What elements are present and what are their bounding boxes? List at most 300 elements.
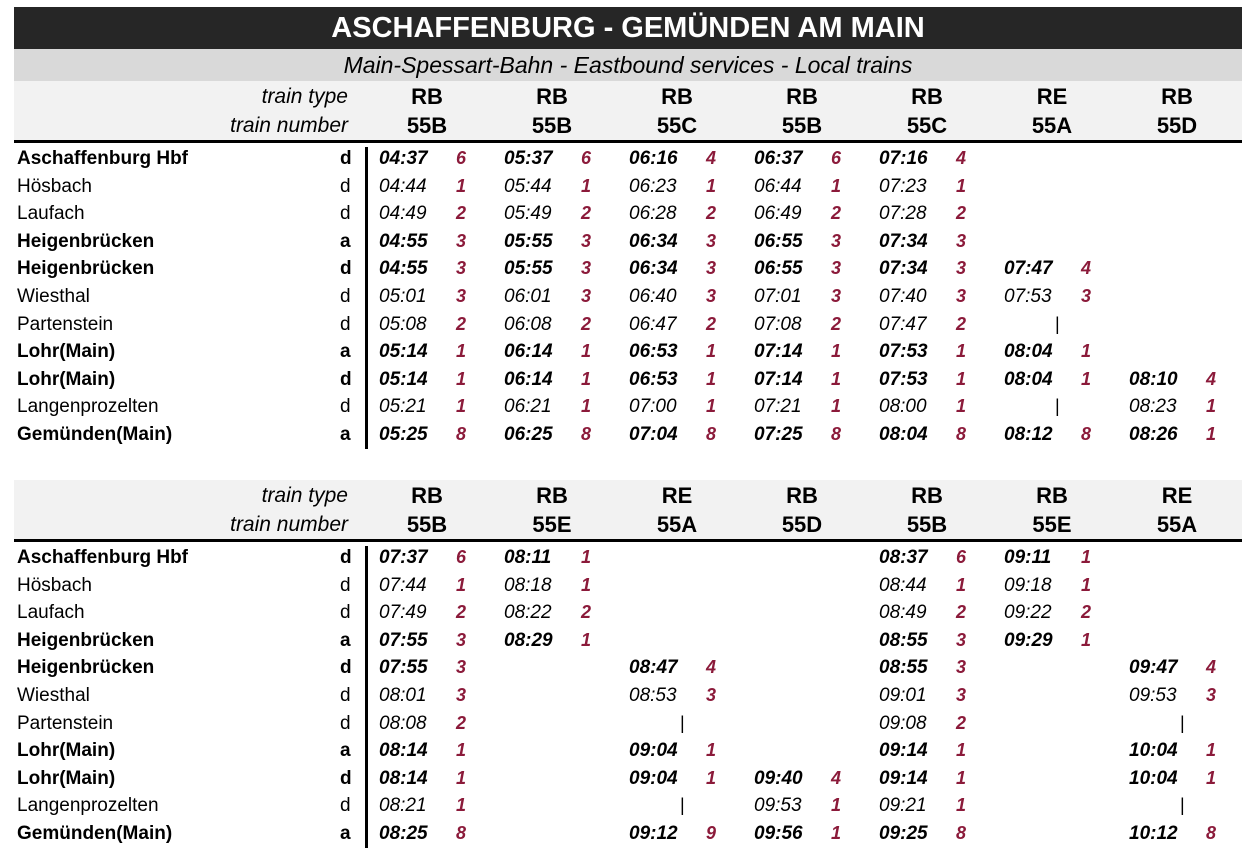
platform-number: 1 bbox=[956, 341, 967, 362]
departure-time: 07:49 bbox=[379, 602, 427, 624]
table-header bbox=[14, 81, 1242, 143]
departure-time: 09:53 bbox=[754, 795, 802, 817]
departure-time: 07:14 bbox=[754, 368, 803, 390]
table-row bbox=[14, 599, 1242, 627]
platform-number: 2 bbox=[1081, 602, 1092, 623]
table-row bbox=[14, 311, 1242, 339]
platform-number: 3 bbox=[706, 685, 717, 705]
train-type: RE bbox=[1161, 483, 1193, 508]
platform-number: 1 bbox=[456, 396, 467, 417]
departure-time: 08:29 bbox=[504, 629, 553, 651]
departure-time: 07:40 bbox=[879, 286, 927, 307]
departure-time: 06:55 bbox=[754, 230, 803, 252]
table-row bbox=[14, 737, 1242, 765]
departure-time: 09:14 bbox=[879, 740, 928, 762]
departure-time: 06:49 bbox=[754, 203, 802, 225]
station-name: Wiesthal bbox=[17, 286, 90, 307]
departure-time: 05:55 bbox=[504, 230, 553, 252]
platform-number: 3 bbox=[956, 230, 967, 251]
arr-dep-marker: d bbox=[340, 286, 351, 307]
table-row bbox=[14, 366, 1242, 394]
train-number-label: train number bbox=[230, 513, 348, 536]
platform-number: 1 bbox=[581, 341, 592, 362]
table-row bbox=[14, 654, 1242, 682]
train-number: 55D bbox=[781, 512, 823, 537]
departure-time: 05:14 bbox=[379, 341, 428, 363]
pass-through-marker: | bbox=[1180, 795, 1185, 816]
departure-time: 08:44 bbox=[879, 574, 927, 596]
pass-through-marker: | bbox=[1055, 396, 1060, 417]
train-type: RB bbox=[536, 84, 568, 109]
platform-number: 3 bbox=[456, 286, 467, 306]
departure-time: 07:01 bbox=[754, 286, 802, 307]
station-name: Aschaffenburg Hbf bbox=[17, 148, 188, 169]
platform-number: 1 bbox=[456, 175, 467, 196]
platform-number: 3 bbox=[831, 258, 842, 279]
departure-time: 08:53 bbox=[629, 685, 677, 706]
departure-time: 06:34 bbox=[629, 230, 678, 252]
station-name: Hösbach bbox=[17, 574, 92, 596]
platform-number: 3 bbox=[456, 629, 467, 650]
platform-number: 2 bbox=[706, 313, 717, 334]
departure-time: 06:44 bbox=[754, 175, 802, 197]
arr-dep-marker: d bbox=[340, 767, 352, 789]
train-number: 55C bbox=[656, 113, 698, 138]
platform-number: 3 bbox=[956, 629, 967, 650]
departure-time: 10:04 bbox=[1129, 740, 1178, 762]
platform-number: 2 bbox=[706, 203, 717, 224]
platform-number: 2 bbox=[956, 712, 967, 733]
table-row bbox=[14, 283, 1242, 311]
platform-number: 3 bbox=[706, 258, 717, 279]
pass-through-marker: | bbox=[680, 712, 685, 733]
departure-time: 06:55 bbox=[754, 258, 803, 280]
train-type: RB bbox=[411, 483, 443, 508]
station-name: Laufach bbox=[17, 203, 85, 225]
platform-number: 1 bbox=[831, 396, 842, 417]
departure-time: 07:55 bbox=[379, 629, 428, 651]
departure-time: 08:26 bbox=[1129, 424, 1178, 445]
train-type: RE bbox=[661, 483, 693, 508]
platform-number: 1 bbox=[581, 547, 592, 567]
platform-number: 1 bbox=[831, 368, 842, 389]
train-type: RE bbox=[1036, 84, 1068, 109]
departure-time: 09:08 bbox=[879, 712, 927, 734]
table-row bbox=[14, 228, 1242, 256]
departure-time: 05:14 bbox=[379, 368, 428, 390]
station-name: Lohr(Main) bbox=[17, 341, 116, 363]
departure-time: 06:21 bbox=[504, 396, 552, 418]
arr-dep-marker: d bbox=[340, 258, 352, 280]
platform-number: 1 bbox=[831, 795, 842, 816]
departure-time: 06:53 bbox=[629, 341, 678, 363]
platform-number: 1 bbox=[956, 574, 967, 595]
platform-number: 1 bbox=[956, 740, 967, 761]
platform-number: 1 bbox=[706, 396, 717, 417]
train-number: 55B bbox=[531, 113, 573, 138]
departure-time: 08:18 bbox=[504, 574, 552, 596]
departure-time: 10:04 bbox=[1129, 767, 1178, 789]
table-row bbox=[14, 572, 1242, 600]
table-row bbox=[14, 544, 1242, 572]
departure-time: 06:40 bbox=[629, 286, 677, 307]
platform-number: 1 bbox=[456, 795, 467, 816]
train-number: 55A bbox=[1031, 113, 1073, 138]
platform-number: 1 bbox=[1081, 368, 1092, 389]
train-number: 55E bbox=[1032, 512, 1072, 537]
departure-time: 07:34 bbox=[879, 230, 928, 252]
departure-time: 06:28 bbox=[629, 203, 677, 225]
arr-dep-marker: d bbox=[340, 685, 351, 706]
table-header bbox=[14, 480, 1242, 542]
train-number: 55B bbox=[781, 113, 823, 138]
departure-time: 07:53 bbox=[879, 368, 928, 390]
departure-time: 08:04 bbox=[1004, 368, 1053, 390]
platform-number: 8 bbox=[1081, 424, 1092, 444]
departure-time: 05:37 bbox=[504, 148, 553, 169]
arr-dep-marker: d bbox=[340, 175, 351, 197]
departure-time: 08:23 bbox=[1129, 396, 1177, 418]
platform-number: 1 bbox=[456, 740, 467, 761]
table-row bbox=[14, 682, 1242, 710]
departure-time: 08:08 bbox=[379, 712, 427, 734]
platform-number: 1 bbox=[456, 341, 467, 362]
table-row bbox=[14, 173, 1242, 201]
departure-time: 09:53 bbox=[1129, 685, 1177, 706]
page-subtitle: Main-Spessart-Bahn - Eastbound services - Local trains bbox=[14, 49, 1242, 81]
platform-number: 1 bbox=[1081, 629, 1092, 650]
arr-dep-marker: d bbox=[340, 602, 351, 624]
platform-number: 2 bbox=[581, 203, 592, 224]
train-type: RB bbox=[786, 483, 818, 508]
departure-time: 08:12 bbox=[1004, 424, 1053, 445]
arr-dep-marker: a bbox=[340, 629, 351, 651]
station-name: Heigenbrücken bbox=[17, 629, 155, 651]
departure-time: 05:21 bbox=[379, 396, 427, 418]
platform-number: 4 bbox=[706, 148, 717, 168]
platform-number: 3 bbox=[581, 230, 592, 251]
departure-time: 07:47 bbox=[1004, 258, 1053, 280]
platform-number: 2 bbox=[581, 313, 592, 334]
departure-time: 05:44 bbox=[504, 175, 552, 197]
platform-number: 2 bbox=[456, 712, 467, 733]
arr-dep-marker: d bbox=[340, 148, 352, 169]
station-name: Wiesthal bbox=[17, 685, 90, 706]
departure-time: 09:18 bbox=[1004, 574, 1052, 596]
departure-time: 07:08 bbox=[754, 313, 802, 335]
platform-number: 6 bbox=[581, 148, 592, 168]
platform-number: 3 bbox=[1206, 685, 1217, 705]
departure-time: 05:25 bbox=[379, 424, 428, 445]
platform-number: 4 bbox=[956, 148, 967, 168]
departure-time: 06:08 bbox=[504, 313, 552, 335]
departure-time: 06:47 bbox=[629, 313, 677, 335]
arr-dep-marker: d bbox=[340, 547, 352, 568]
platform-number: 8 bbox=[1206, 823, 1217, 843]
platform-number: 1 bbox=[706, 368, 717, 389]
departure-time: 07:16 bbox=[879, 148, 928, 169]
station-name: Langenprozelten bbox=[17, 396, 159, 418]
platform-number: 3 bbox=[831, 286, 842, 306]
platform-number: 8 bbox=[456, 424, 467, 444]
departure-time: 09:04 bbox=[629, 767, 678, 789]
platform-number: 1 bbox=[1206, 396, 1217, 417]
departure-time: 09:47 bbox=[1129, 657, 1178, 679]
departure-time: 08:25 bbox=[379, 823, 428, 844]
departure-time: 08:10 bbox=[1129, 368, 1178, 390]
platform-number: 3 bbox=[831, 230, 842, 251]
departure-time: 07:28 bbox=[879, 203, 927, 225]
departure-time: 09:22 bbox=[1004, 602, 1052, 624]
platform-number: 4 bbox=[831, 767, 842, 788]
train-type: RB bbox=[786, 84, 818, 109]
departure-time: 05:01 bbox=[379, 286, 427, 307]
departure-time: 07:00 bbox=[629, 396, 677, 418]
departure-time: 04:49 bbox=[379, 203, 427, 225]
departure-time: 06:01 bbox=[504, 286, 552, 307]
table-row bbox=[14, 338, 1242, 366]
departure-time: 08:49 bbox=[879, 602, 927, 624]
station-name: Aschaffenburg Hbf bbox=[17, 547, 188, 568]
station-name: Heigenbrücken bbox=[17, 258, 155, 280]
platform-number: 1 bbox=[831, 341, 842, 362]
platform-number: 1 bbox=[831, 175, 842, 196]
table-row bbox=[14, 393, 1242, 421]
arr-dep-marker: a bbox=[340, 341, 351, 363]
train-number: 55E bbox=[532, 512, 572, 537]
arr-dep-marker: d bbox=[340, 795, 351, 817]
departure-time: 06:14 bbox=[504, 368, 553, 390]
platform-number: 3 bbox=[581, 258, 592, 279]
table-row bbox=[14, 145, 1242, 173]
platform-number: 3 bbox=[581, 286, 592, 306]
platform-number: 1 bbox=[1081, 574, 1092, 595]
platform-number: 4 bbox=[1206, 368, 1217, 389]
platform-number: 4 bbox=[1081, 258, 1092, 279]
train-type: RB bbox=[911, 483, 943, 508]
platform-number: 1 bbox=[956, 767, 967, 788]
platform-number: 1 bbox=[1206, 740, 1217, 761]
platform-number: 2 bbox=[456, 313, 467, 334]
departure-time: 04:37 bbox=[379, 148, 428, 169]
departure-time: 08:04 bbox=[1004, 341, 1053, 363]
platform-number: 6 bbox=[456, 148, 467, 168]
train-number: 55B bbox=[406, 512, 448, 537]
arr-dep-marker: d bbox=[340, 657, 352, 679]
train-number: 55D bbox=[1156, 113, 1198, 138]
departure-time: 08:11 bbox=[504, 547, 552, 568]
platform-number: 8 bbox=[706, 424, 717, 444]
train-type: RB bbox=[911, 84, 943, 109]
station-name: Lohr(Main) bbox=[17, 767, 116, 789]
station-name: Gemünden(Main) bbox=[17, 424, 173, 445]
pass-through-marker: | bbox=[1180, 712, 1185, 733]
departure-time: 07:34 bbox=[879, 258, 928, 280]
departure-time: 07:04 bbox=[629, 424, 678, 445]
train-type: RB bbox=[536, 483, 568, 508]
pass-through-marker: | bbox=[680, 795, 685, 816]
train-type: RB bbox=[411, 84, 443, 109]
platform-number: 6 bbox=[831, 148, 842, 168]
platform-number: 4 bbox=[1206, 657, 1217, 678]
arr-dep-marker: a bbox=[340, 230, 351, 252]
station-name: Heigenbrücken bbox=[17, 230, 155, 252]
platform-number: 1 bbox=[1081, 341, 1092, 362]
station-name: Lohr(Main) bbox=[17, 740, 116, 762]
platform-number: 1 bbox=[956, 368, 967, 389]
departure-time: 07:14 bbox=[754, 341, 803, 363]
platform-number: 4 bbox=[706, 657, 717, 678]
platform-number: 2 bbox=[456, 203, 467, 224]
train-number: 55B bbox=[906, 512, 948, 537]
station-name: Gemünden(Main) bbox=[17, 823, 173, 844]
platform-number: 1 bbox=[581, 396, 592, 417]
station-name: Lohr(Main) bbox=[17, 368, 116, 390]
departure-time: 05:08 bbox=[379, 313, 427, 335]
platform-number: 1 bbox=[581, 629, 592, 650]
departure-time: 06:25 bbox=[504, 424, 553, 445]
arr-dep-marker: d bbox=[340, 203, 351, 225]
departure-time: 06:37 bbox=[754, 148, 803, 169]
table-row bbox=[14, 710, 1242, 738]
platform-number: 8 bbox=[581, 424, 592, 444]
departure-time: 09:21 bbox=[879, 795, 927, 817]
departure-time: 04:55 bbox=[379, 258, 428, 280]
departure-time: 07:47 bbox=[879, 313, 927, 335]
station-name: Hösbach bbox=[17, 175, 92, 197]
platform-number: 9 bbox=[706, 823, 717, 843]
table-row bbox=[14, 627, 1242, 655]
departure-time: 09:12 bbox=[629, 823, 678, 844]
departure-time: 06:14 bbox=[504, 341, 553, 363]
platform-number: 1 bbox=[456, 767, 467, 788]
departure-time: 06:53 bbox=[629, 368, 678, 390]
departure-time: 06:34 bbox=[629, 258, 678, 280]
platform-number: 3 bbox=[706, 230, 717, 251]
departure-time: 08:14 bbox=[379, 740, 428, 762]
arr-dep-marker: a bbox=[340, 424, 351, 445]
pass-through-marker: | bbox=[1055, 313, 1060, 334]
train-type: RB bbox=[1161, 84, 1193, 109]
departure-time: 07:37 bbox=[379, 547, 428, 568]
platform-number: 3 bbox=[456, 657, 467, 678]
departure-time: 08:04 bbox=[879, 424, 928, 445]
departure-time: 09:14 bbox=[879, 767, 928, 789]
page-title: ASCHAFFENBURG - GEMÜNDEN AM MAIN bbox=[14, 7, 1242, 49]
train-type-label: train type bbox=[261, 484, 348, 507]
platform-number: 2 bbox=[956, 602, 967, 623]
departure-time: 04:55 bbox=[379, 230, 428, 252]
departure-time: 04:44 bbox=[379, 175, 427, 197]
departure-time: 09:40 bbox=[754, 767, 803, 789]
arr-dep-marker: a bbox=[340, 740, 351, 762]
train-type: RB bbox=[661, 84, 693, 109]
departure-time: 08:14 bbox=[379, 767, 428, 789]
table-row bbox=[14, 765, 1242, 793]
departure-time: 08:47 bbox=[629, 657, 678, 679]
arr-dep-marker: a bbox=[340, 823, 351, 844]
platform-number: 1 bbox=[706, 341, 717, 362]
platform-number: 2 bbox=[456, 602, 467, 623]
platform-number: 2 bbox=[831, 203, 842, 224]
platform-number: 1 bbox=[581, 368, 592, 389]
arr-dep-marker: d bbox=[340, 368, 352, 390]
departure-time: 08:00 bbox=[879, 396, 927, 418]
train-number-label: train number bbox=[230, 114, 348, 137]
platform-number: 1 bbox=[581, 574, 592, 595]
departure-time: 05:49 bbox=[504, 203, 552, 225]
platform-number: 1 bbox=[706, 767, 717, 788]
departure-time: 07:23 bbox=[879, 175, 927, 197]
platform-number: 1 bbox=[456, 368, 467, 389]
train-type: RB bbox=[1036, 483, 1068, 508]
platform-number: 2 bbox=[581, 602, 592, 623]
arr-dep-marker: d bbox=[340, 396, 351, 418]
platform-number: 8 bbox=[956, 424, 967, 444]
platform-number: 6 bbox=[456, 547, 467, 567]
platform-number: 3 bbox=[456, 685, 467, 705]
departure-time: 07:53 bbox=[1004, 286, 1052, 307]
platform-number: 8 bbox=[831, 424, 842, 444]
platform-number: 3 bbox=[956, 657, 967, 678]
table-row bbox=[14, 200, 1242, 228]
platform-number: 3 bbox=[956, 258, 967, 279]
train-number: 55A bbox=[656, 512, 698, 537]
platform-number: 3 bbox=[956, 286, 967, 306]
departure-time: 08:37 bbox=[879, 547, 928, 568]
departure-time: 09:25 bbox=[879, 823, 928, 844]
platform-number: 1 bbox=[1081, 547, 1092, 567]
departure-time: 06:23 bbox=[629, 175, 677, 197]
platform-number: 1 bbox=[956, 795, 967, 816]
departure-time: 09:04 bbox=[629, 740, 678, 762]
departure-time: 09:29 bbox=[1004, 629, 1053, 651]
departure-time: 08:55 bbox=[879, 629, 928, 651]
train-number: 55C bbox=[906, 113, 948, 138]
departure-time: 09:56 bbox=[754, 823, 803, 844]
platform-number: 1 bbox=[831, 823, 842, 843]
station-name: Partenstein bbox=[17, 712, 114, 734]
departure-time: 08:01 bbox=[379, 685, 427, 706]
platform-number: 1 bbox=[956, 396, 967, 417]
arr-dep-marker: d bbox=[340, 712, 351, 734]
departure-time: 05:55 bbox=[504, 258, 553, 280]
platform-number: 2 bbox=[956, 313, 967, 334]
station-name: Langenprozelten bbox=[17, 795, 159, 817]
platform-number: 2 bbox=[956, 203, 967, 224]
train-number: 55B bbox=[406, 113, 448, 138]
departure-time: 07:55 bbox=[379, 657, 428, 679]
table-row bbox=[14, 255, 1242, 283]
platform-number: 6 bbox=[956, 547, 967, 567]
platform-number: 3 bbox=[1081, 286, 1092, 306]
platform-number: 3 bbox=[956, 685, 967, 705]
arr-dep-marker: d bbox=[340, 574, 351, 596]
table-row bbox=[14, 421, 1242, 449]
departure-time: 06:16 bbox=[629, 148, 678, 169]
departure-time: 07:44 bbox=[379, 574, 427, 596]
platform-number: 3 bbox=[706, 286, 717, 306]
departure-time: 08:21 bbox=[379, 795, 427, 817]
table-row bbox=[14, 820, 1242, 848]
platform-number: 3 bbox=[456, 258, 467, 279]
platform-number: 1 bbox=[706, 740, 717, 761]
platform-number: 1 bbox=[1206, 424, 1217, 444]
table-row bbox=[14, 792, 1242, 820]
platform-number: 1 bbox=[581, 175, 592, 196]
departure-time: 07:21 bbox=[754, 396, 802, 418]
departure-time: 07:53 bbox=[879, 341, 928, 363]
